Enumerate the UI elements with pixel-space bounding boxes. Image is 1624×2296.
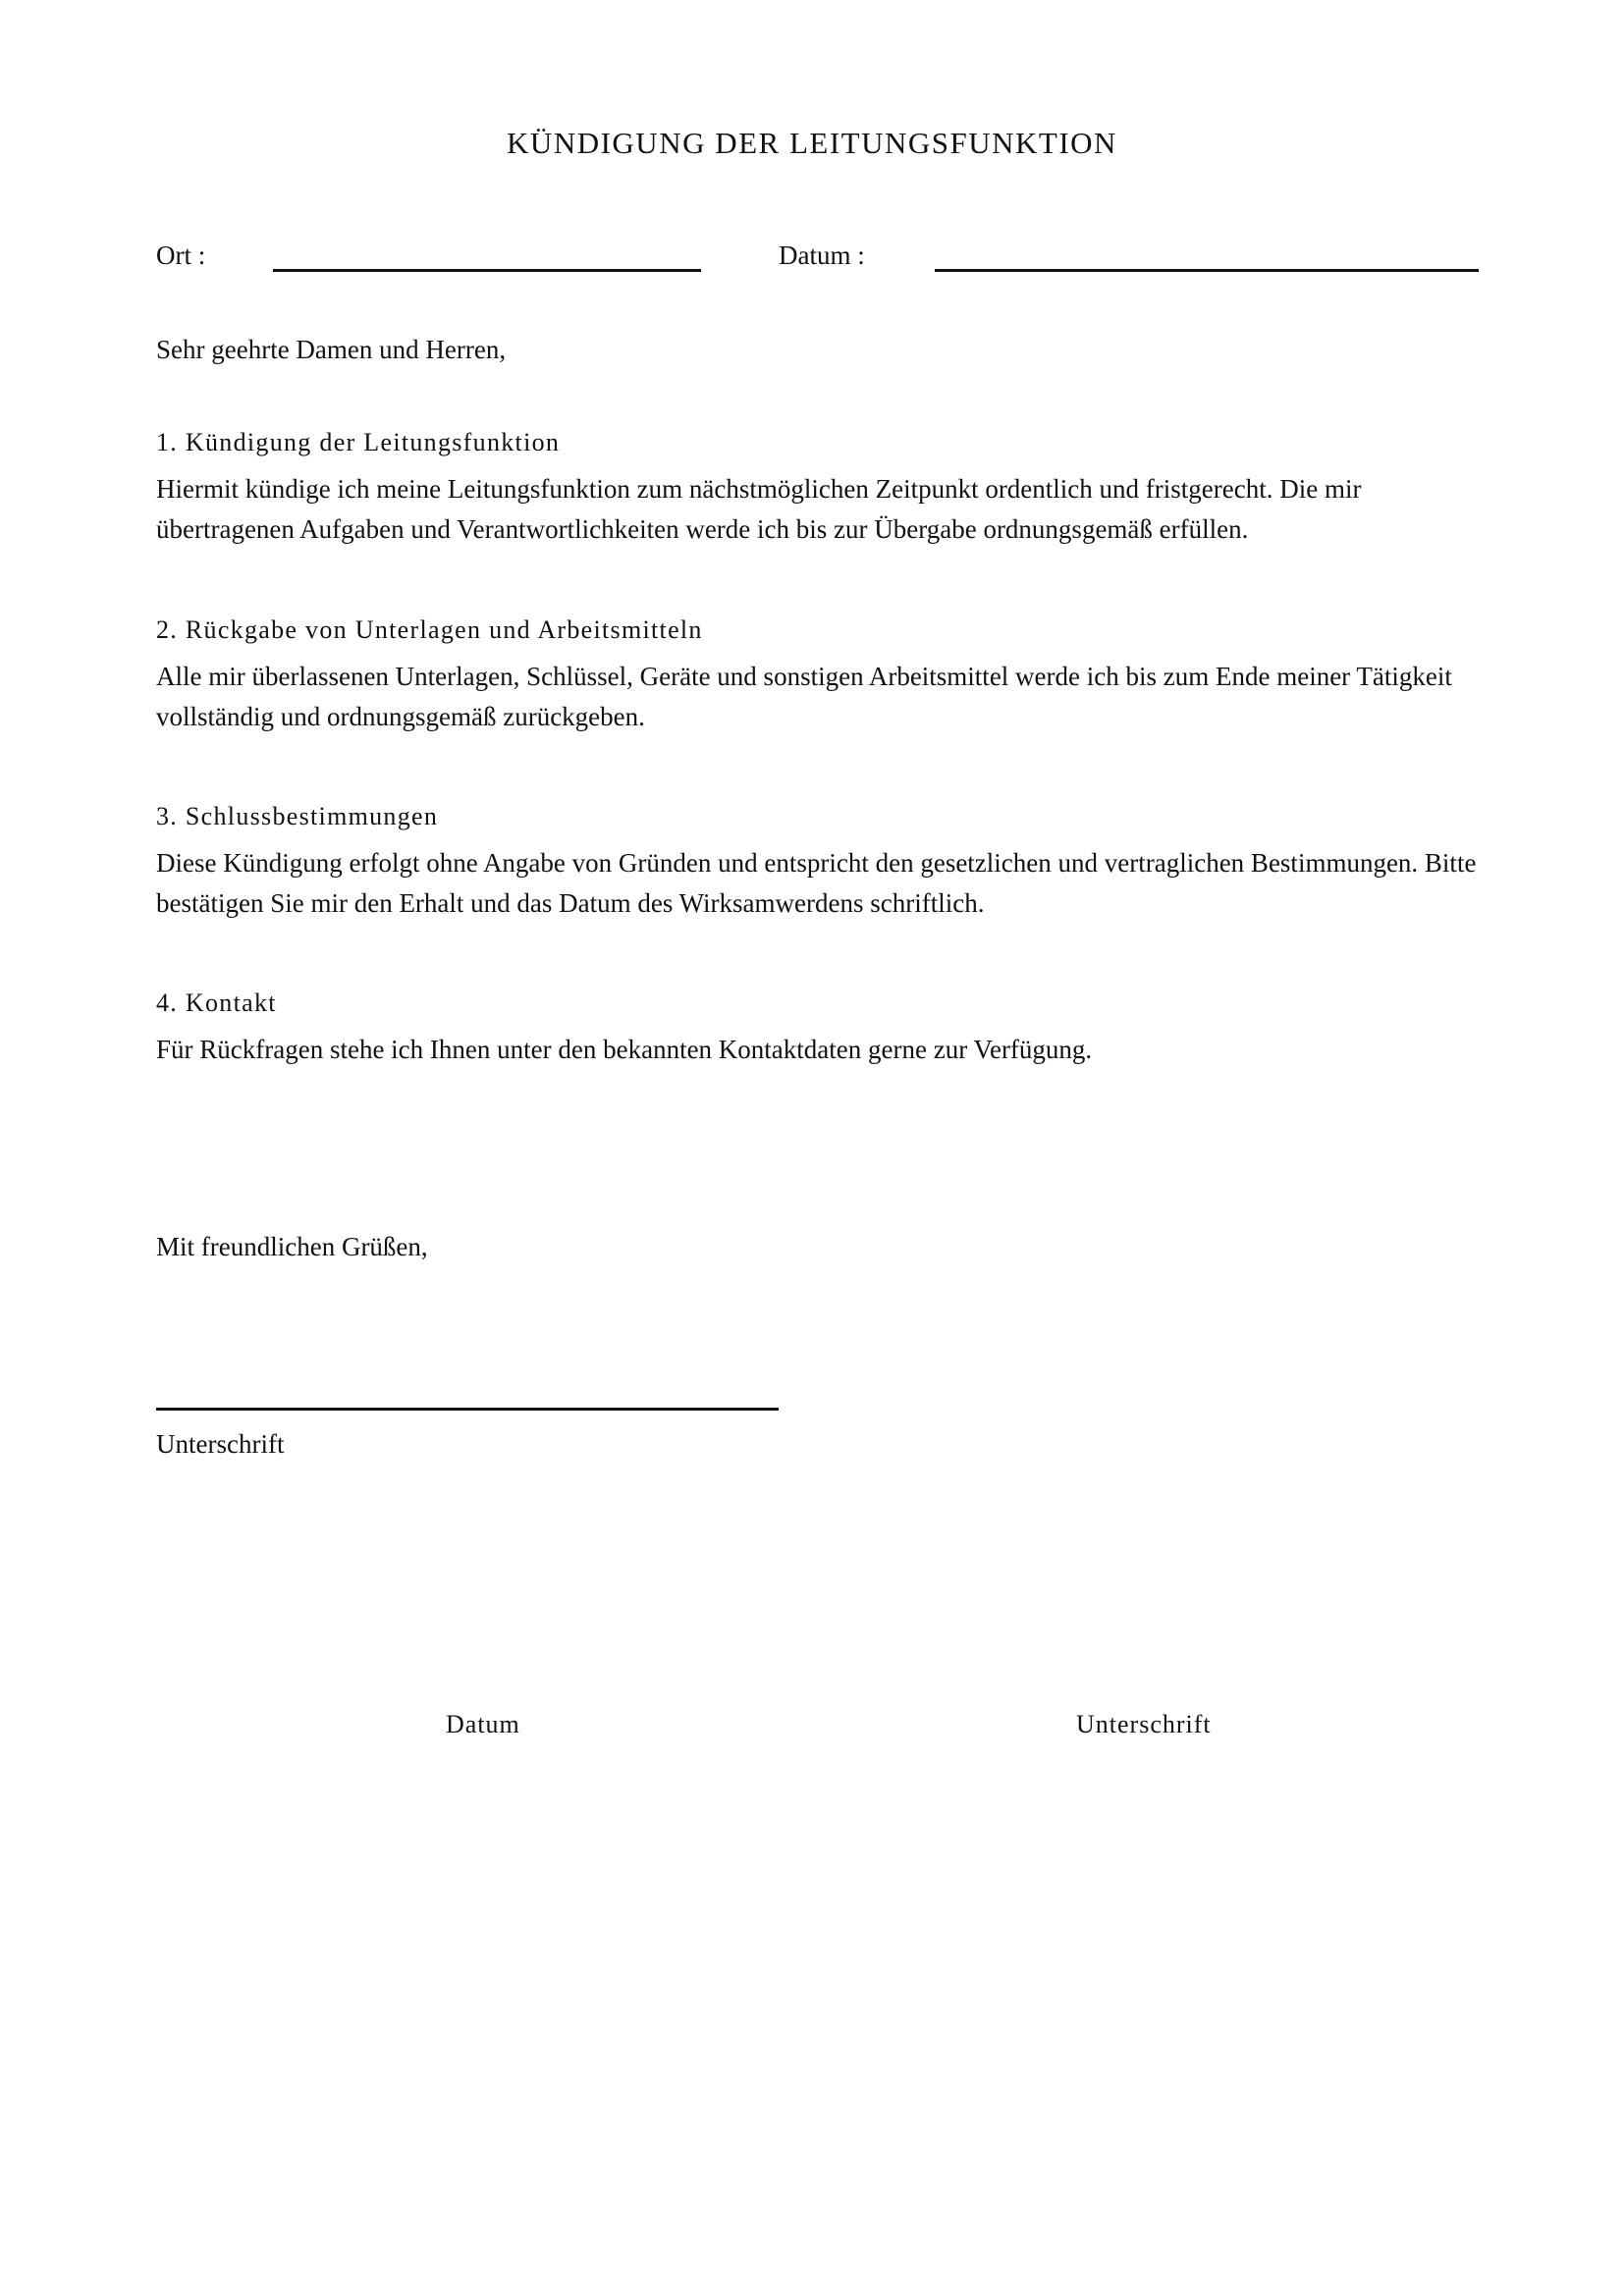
footer-date-label: Datum <box>446 1710 520 1738</box>
section-body: Diese Kündigung erfolgt ohne Angabe von Gründen und entspricht den gesetzlichen und vertraglichen Bestimmungen. Bitte bestätigen Sie mir den Erhalt und das Datum des Wirksamwerdens schriftlich. <box>156 848 1477 918</box>
closing-text: Mit freundlichen Grüßen, <box>156 1232 428 1261</box>
document-title: KÜNDIGUNG DER LEITUNGSFUNKTION <box>507 126 1117 160</box>
section-body: Für Rückfragen stehe ich Ihnen unter den bekannten Kontaktdaten gerne zur Verfügung. <box>156 1035 1093 1064</box>
section-2 <box>156 614 1491 737</box>
section-body: Alle mir überlassenen Unterlagen, Schlüssel, Geräte und sonstigen Arbeitsmittel werde ich bis zum Ende meiner Tätigkeit vollständig und ordnungsgemäß zurückgeben. <box>156 662 1452 731</box>
signature-line[interactable] <box>156 1408 779 1411</box>
section-heading: 2. Rückgabe von Unterlagen und Arbeitsmitteln <box>156 615 703 644</box>
greeting-text: Sehr geehrte Damen und Herren, <box>156 335 507 364</box>
section-heading: 3. Schlussbestimmungen <box>156 802 439 830</box>
section-3 <box>156 800 1491 924</box>
date-field-line[interactable] <box>935 269 1479 272</box>
section-body: Hiermit kündige ich meine Leitungsfunktion zum nächstmöglichen Zeitpunkt ordentlich und fristgerecht. Die mir übertragenen Aufgaben und Verantwortlichkeiten werde ich bis zur Übergabe ordnungsgemäß erfüllen. <box>156 474 1362 544</box>
section-heading: 4. Kontakt <box>156 988 277 1017</box>
section-heading: 1. Kündigung der Leitungsfunktion <box>156 428 561 456</box>
place-field-line[interactable] <box>273 269 701 272</box>
section-4 <box>156 987 1491 1070</box>
section-1 <box>156 426 1491 550</box>
date-label: Datum : <box>779 240 865 270</box>
footer-signature-label: Unterschrift <box>1076 1710 1212 1738</box>
place-label: Ort : <box>156 240 206 270</box>
signature-label: Unterschrift <box>156 1429 285 1459</box>
